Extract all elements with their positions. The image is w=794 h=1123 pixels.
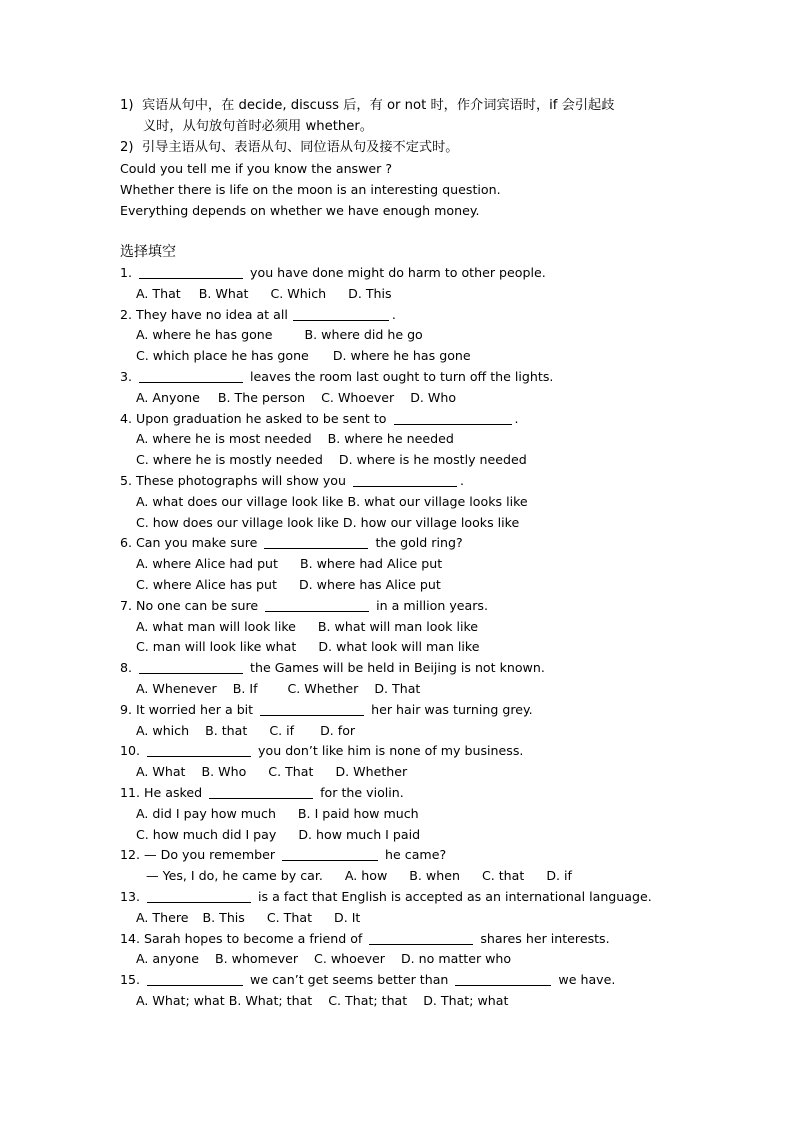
question-13: 13. is a fact that English is accepted as an international language. — [120, 889, 652, 904]
question-2: 2. They have no idea at all . — [120, 307, 396, 322]
option[interactable]: D. if — [546, 868, 572, 883]
option[interactable]: B. what our village looks like — [347, 494, 528, 509]
question-6: 6. Can you make sure the gold ring? — [120, 535, 463, 550]
question-4: 4. Upon graduation he asked to be sent to . — [120, 411, 519, 426]
option[interactable]: D. where has Alice put — [298, 577, 441, 592]
option[interactable]: D. Who — [410, 390, 457, 405]
option[interactable]: B. where had Alice put — [299, 556, 443, 571]
question-4-options-row-2 — [136, 450, 527, 470]
option[interactable]: B. when — [409, 868, 460, 883]
option[interactable]: C. which place he has gone — [136, 348, 309, 363]
rule-2-line-1: 2) 引导主语从句、表语从句、同位语从句及接不定式时。 — [120, 140, 459, 155]
option[interactable]: D. That; what — [423, 993, 509, 1008]
option[interactable]: C. That — [268, 764, 314, 779]
option[interactable]: A. What; what — [136, 993, 225, 1008]
option[interactable]: A. which — [136, 723, 190, 738]
option[interactable]: B. The person — [217, 390, 306, 405]
question-2-options-row-1 — [136, 325, 423, 345]
option[interactable]: D. It — [334, 910, 361, 925]
option[interactable]: B. where did he go — [304, 327, 423, 342]
question-13-options — [136, 908, 360, 928]
option[interactable]: A. That — [136, 286, 181, 301]
example-sentence: Whether there is life on the moon is an interesting question. — [120, 182, 501, 197]
option[interactable]: A. Whenever — [136, 681, 217, 696]
question-3: 3. leaves the room last ought to turn off the lights. — [120, 369, 554, 384]
option[interactable]: B. This — [202, 910, 245, 925]
question-6-options-row-2 — [136, 575, 441, 595]
option[interactable]: D. where is he mostly needed — [338, 452, 527, 467]
option[interactable]: C. Which — [270, 286, 327, 301]
question-12-reply: — Yes, I do, he came by car. A. how B. when C. that D. if — [146, 868, 572, 883]
option[interactable]: C. whoever — [314, 951, 385, 966]
question-3-options — [136, 388, 456, 408]
option[interactable]: B. I paid how much — [297, 806, 419, 821]
section-title: 选择填空 — [120, 244, 176, 260]
answer-blank[interactable] — [139, 368, 243, 383]
question-4-options-row-1 — [136, 429, 454, 449]
option[interactable]: B. where he needed — [327, 431, 454, 446]
option[interactable]: D. Whether — [335, 764, 408, 779]
option[interactable]: D. where he has gone — [332, 348, 471, 363]
option[interactable]: D. how our village looks like — [342, 515, 520, 530]
question-15: 15. we can’t get seems better than we have. — [120, 972, 616, 987]
question-10: 10. you don’t like him is none of my business. — [120, 743, 524, 758]
option[interactable]: C. where Alice has put — [136, 577, 277, 592]
option[interactable]: A. how — [344, 868, 388, 883]
option[interactable]: D. how much I paid — [298, 827, 421, 842]
answer-blank[interactable] — [369, 930, 473, 945]
question-11-options-row-1 — [136, 804, 419, 824]
option[interactable]: D. That — [374, 681, 421, 696]
question-7-options-row-1 — [136, 617, 478, 637]
answer-blank[interactable] — [293, 306, 389, 321]
option[interactable]: D. This — [348, 286, 392, 301]
option[interactable]: D. for — [320, 723, 356, 738]
option[interactable]: C. that — [481, 868, 525, 883]
question-10-options — [136, 762, 407, 782]
example-sentence: Could you tell me if you know the answer ? — [120, 161, 393, 176]
option[interactable]: B. what will man look like — [317, 619, 479, 634]
option[interactable]: B. If — [232, 681, 258, 696]
question-14: 14. Sarah hopes to become a friend of shares her interests. — [120, 931, 610, 946]
question-9: 9. It worried her a bit her hair was turning grey. — [120, 702, 533, 717]
answer-blank[interactable] — [282, 846, 378, 861]
answer-blank[interactable] — [353, 472, 457, 487]
option[interactable]: A. Anyone — [136, 390, 200, 405]
question-1: 1. you have done might do harm to other people. — [120, 265, 546, 280]
question-1-options — [136, 284, 392, 304]
option[interactable]: C. Whoever — [321, 390, 395, 405]
option[interactable]: C. where he is mostly needed — [136, 452, 323, 467]
question-8: 8. the Games will be held in Beijing is not known. — [120, 660, 545, 675]
answer-blank[interactable] — [147, 971, 243, 986]
option[interactable]: D. no matter who — [400, 951, 512, 966]
rule-1-line-2: 义时，从句放句首时必须用 whether。 — [143, 119, 373, 134]
answer-blank[interactable] — [139, 659, 243, 674]
question-11: 11. He asked for the violin. — [120, 785, 404, 800]
option[interactable]: A. where Alice had put — [136, 556, 278, 571]
option[interactable]: B. whomever — [215, 951, 299, 966]
answer-blank[interactable] — [264, 534, 368, 549]
option[interactable]: A. where he has gone — [136, 327, 273, 342]
option[interactable]: C. how much did I pay — [136, 827, 277, 842]
option[interactable]: C. how does our village look like — [136, 515, 339, 530]
answer-blank[interactable] — [394, 410, 512, 425]
option[interactable]: B. What; that — [228, 993, 313, 1008]
question-6-options-row-1 — [136, 554, 442, 574]
option[interactable]: A. There — [136, 910, 189, 925]
question-12: 12. — Do you remember he came? — [120, 847, 447, 862]
option[interactable]: C. man will look like what — [136, 639, 297, 654]
option[interactable]: A. what man will look like — [136, 619, 296, 634]
answer-blank[interactable] — [147, 888, 251, 903]
question-14-options — [136, 949, 511, 969]
example-sentence: Everything depends on whether we have enough money. — [120, 203, 480, 218]
option[interactable]: A. where he is most needed — [136, 431, 312, 446]
option[interactable]: A. anyone — [136, 951, 199, 966]
rule-1-line-1: 1) 宾语从句中，在 decide, discuss 后，有 or not 时，作介词宾语时，if 会引起歧 — [120, 98, 615, 113]
question-7-options-row-2 — [136, 637, 480, 657]
option[interactable]: C. That — [266, 910, 313, 925]
question-9-options — [136, 721, 355, 741]
option[interactable]: A. did I pay how much — [136, 806, 276, 821]
option[interactable]: B. that — [205, 723, 248, 738]
answer-blank[interactable] — [455, 971, 551, 986]
question-11-options-row-2 — [136, 825, 420, 845]
option[interactable]: B. What — [198, 286, 249, 301]
answer-blank[interactable] — [209, 784, 313, 799]
question-5: 5. These photographs will show you . — [120, 473, 465, 488]
question-5-options-row-2 — [136, 513, 519, 533]
question-5-options-row-1 — [136, 492, 528, 512]
option[interactable]: C. if — [269, 723, 295, 738]
option[interactable]: B. Who — [201, 764, 247, 779]
question-15-options — [136, 991, 508, 1011]
question-8-options — [136, 679, 420, 699]
option[interactable]: C. That; that — [328, 993, 408, 1008]
question-7: 7. No one can be sure in a million years. — [120, 598, 488, 613]
option[interactable]: D. what look will man like — [318, 639, 480, 654]
option[interactable]: A. what does our village look like — [136, 494, 344, 509]
option[interactable]: A. What — [136, 764, 186, 779]
answer-blank[interactable] — [260, 701, 364, 716]
question-2-options-row-2 — [136, 346, 471, 366]
option[interactable]: C. Whether — [287, 681, 359, 696]
answer-blank[interactable] — [139, 264, 243, 279]
answer-blank[interactable] — [265, 597, 369, 612]
answer-blank[interactable] — [147, 742, 251, 757]
